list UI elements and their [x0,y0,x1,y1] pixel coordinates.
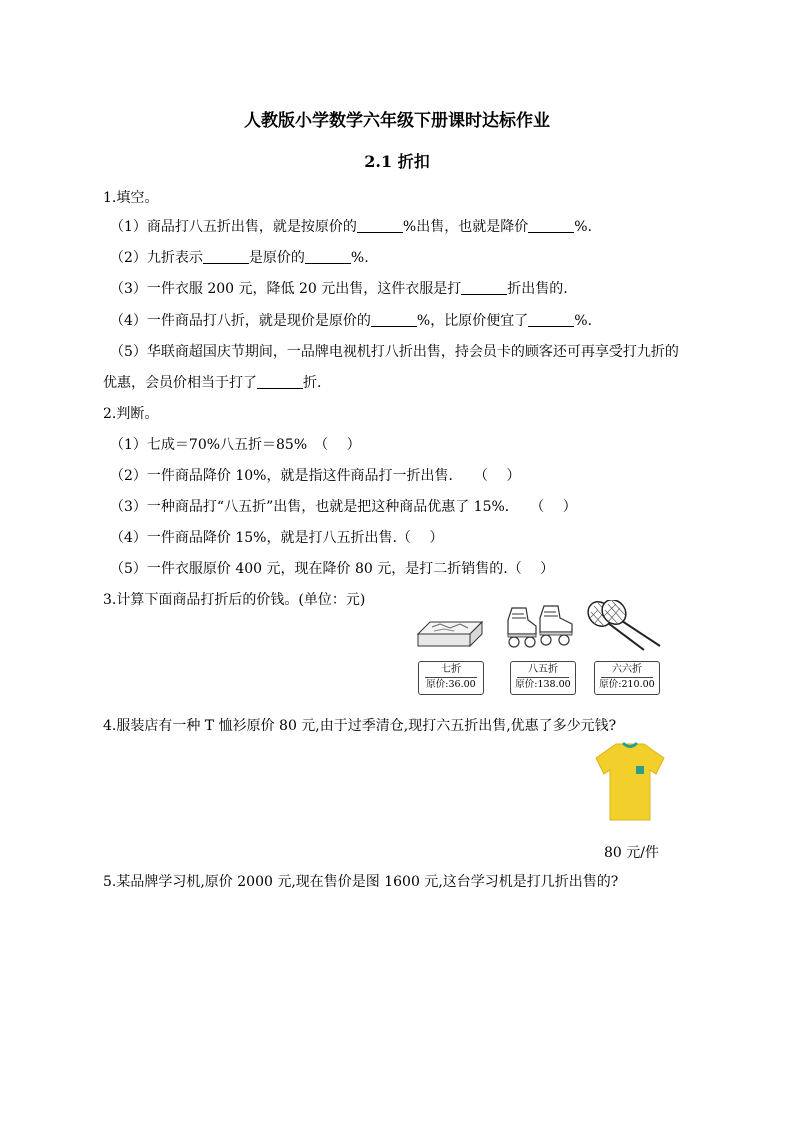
q2-item-1: （1）七成＝70%八五折＝85% （ ） [110,437,361,453]
product-card [586,600,664,700]
answer-blank[interactable] [257,374,303,389]
section-title: 2.1 折扣 [364,152,430,171]
q1-item-4-text-b: %，比原价便宜了 [416,313,529,329]
q2-item-3: （3）一种商品打“八五折”出售，也就是把这种商品优惠了 15%． （ ） [110,499,577,515]
price-tag [418,661,484,695]
q1-item-5-text-a: 优惠，会员价相当于打了 [103,375,257,391]
q1-item-2-text-c: %. [350,250,369,266]
product-card [502,600,580,700]
q2-item-5: （5）一件衣服原价 400 元，现在降价 80 元，是打二折销售的.（ ） [110,561,555,577]
q1-item-3-text-b: 折出售的. [507,281,568,297]
q1-heading: 1.填空。 [103,190,159,206]
q2-item-2: （2）一件商品降价 10%，就是指这件商品打一折出售． （ ） [110,468,521,484]
q1-item-4 [110,311,592,331]
roller-skates-icon [502,600,580,658]
q2-item-4: （4）一件商品降价 15%，就是打八五折出售.（ ） [110,530,444,546]
badminton-rackets-icon [586,600,664,658]
original-price: 原价:138.00 [515,679,571,690]
q1-item-4-text-a: （4）一件商品打八折，就是现价是原价的 [110,313,371,329]
pencil-case-icon [410,600,488,658]
discount-label: 八五折 [517,663,569,678]
answer-blank[interactable] [528,218,574,233]
page-title: 人教版小学数学六年级下册课时达标作业 [244,111,550,131]
original-price: 原价:210.00 [599,679,655,690]
q1-item-4-text-c: %. [574,313,592,329]
q4-text: 4.服装店有一种 T 恤衫原价 80 元,由于过季清仓,现打六五折出售,优惠了多少元钱? [103,718,617,734]
q5-text: 5.某品牌学习机,原价 2000 元,现在售价是图 1600 元,这台学习机是打几折出售的? [103,874,619,890]
price-tag [594,661,660,695]
price-tag [510,661,576,695]
q1-item-2-text-a: （2）九折表示 [110,250,203,266]
q1-item-3-text-a: （3）一件衣服 200 元，降低 20 元出售，这件衣服是打 [110,281,462,297]
answer-blank[interactable] [305,249,351,264]
q1-item-2 [110,248,369,268]
q1-item-5-line-1: （5）华联商超国庆节期间，一品牌电视机打八折出售，持会员卡的顾客还可再享受打九折的 [110,344,679,360]
q1-item-1-text-a: （1）商品打八五折出售，就是按原价的 [110,219,357,235]
answer-blank[interactable] [528,312,574,327]
answer-blank[interactable] [357,218,403,233]
q1-item-1 [110,217,592,237]
q1-item-5-line-2 [103,373,321,393]
q1-item-3 [110,279,568,299]
discount-label: 七折 [425,663,477,678]
q1-item-2-text-b: 是原价的 [248,250,305,266]
q2-heading: 2.判断。 [103,406,159,422]
answer-blank[interactable] [371,312,417,327]
q1-item-5-text-b: 折. [303,375,322,391]
q1-item-1-text-c: %. [574,219,592,235]
product-images [410,600,675,700]
product-card [410,600,488,700]
original-price: 原价:36.00 [426,679,476,690]
q3-heading: 3.计算下面商品打折后的价钱。(单位：元) [103,592,366,608]
shirt-price-label: 80 元/件 [604,845,659,861]
answer-blank[interactable] [203,249,249,264]
q1-item-1-text-b: %出售，也就是降价 [402,219,529,235]
answer-blank[interactable] [461,280,507,295]
discount-label: 六六折 [601,663,653,678]
t-shirt-icon [594,740,666,822]
